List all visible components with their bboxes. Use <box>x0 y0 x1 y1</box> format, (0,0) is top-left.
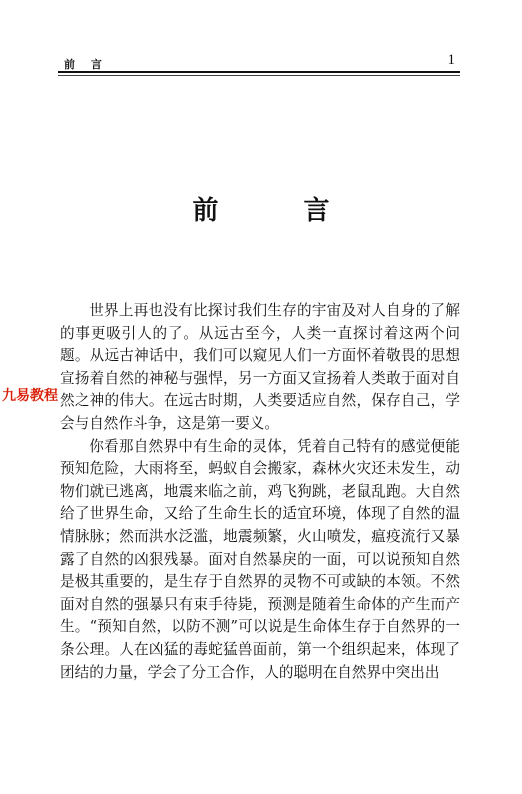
header-rule-thick <box>58 71 460 73</box>
chapter-title: 前 言 <box>192 196 368 226</box>
header-rule-thin <box>58 75 460 76</box>
running-header <box>64 52 459 72</box>
running-header-title: 前 言 <box>64 58 108 71</box>
paragraph: 世界上再也没有比探讨我们生存的宇宙及对人自身的了解的事更吸引人的了。从远古至今，人类一直探讨着这两个问题。从远古神话中，我们可以窥见人们一方面怀着敬畏的思想宣扬着自然的神秘与强悍，另一方面又宣扬着人类敢于面对自然之神的伟大。在远古时期，人类要适应自然，保存自己，学会与自然作斗争，这是第一要义。 <box>60 302 460 432</box>
body-text <box>60 300 460 684</box>
watermark-logo: 九易教程 <box>2 388 58 404</box>
page-number: 1 <box>447 52 455 68</box>
paragraph: 你看那自然界中有生命的灵体，凭着自己特有的感觉便能预知危险，大雨将至，蚂蚁自会搬家，森林火灾还未发生，动物们就已逃离，地震来临之前，鸡飞狗跳，老鼠乱跑。大自然给了世界生命，又给了生命生长的适宜环境，体现了自然的温情脉脉；然而洪水泛滥，地震频繁，火山喷发，瘟疫流行又暴露了自然的凶狠残暴。面对自然暴戾的一面，可以说预知自然是极其重要的，是生存于自然界的灵物不可或缺的本领。不然面对自然的强暴只有束手待毙，预测是随着生命体的产生而产生。“预知自然，以防不测”可以说是生命体生存于自然界的一条公理。人在凶猛的毒蛇猛兽面前，第一个组织起来，体现了团结的力量，学会了分工合作，人的聪明在自然界中突出出 <box>60 437 460 681</box>
